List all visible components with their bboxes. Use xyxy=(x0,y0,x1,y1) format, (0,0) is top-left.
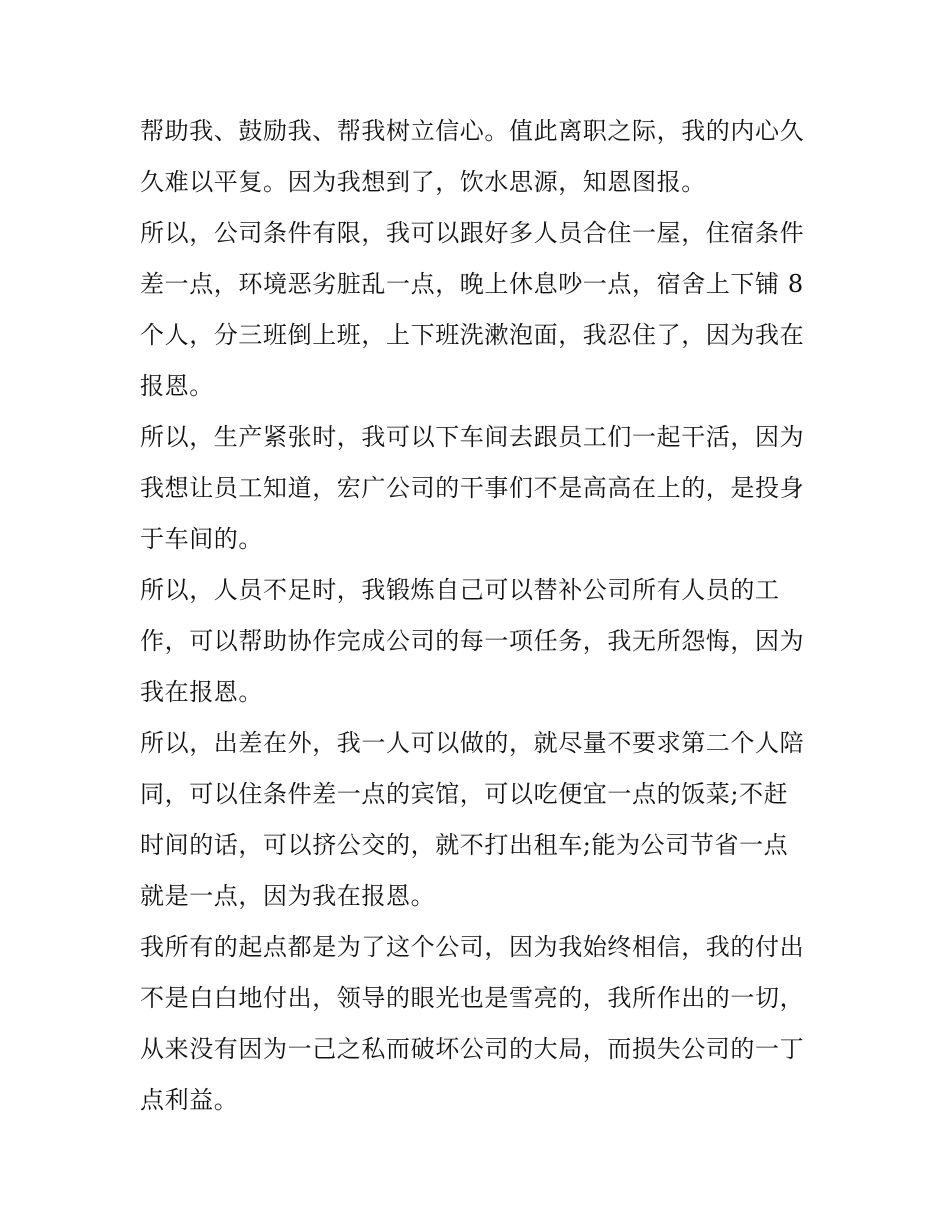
text-line: 所以，公司条件有限，我可以跟好多人员合住一屋，住宿条件 xyxy=(140,219,805,247)
text-line: 久难以平复。因为我想到了，饮水思源，知恩图报。 xyxy=(140,168,706,196)
text-line: 于车间的。 xyxy=(140,525,263,553)
text-line: 所以，生产紧张时，我可以下车间去跟员工们一起干活，因为 xyxy=(140,423,805,451)
text-line: 点利益。 xyxy=(140,1086,239,1114)
text-line: 报恩。 xyxy=(140,372,214,400)
text-line: 所以，出差在外，我一人可以做的，就尽量不要求第二个人陪 xyxy=(140,729,805,757)
text-line: 作，可以帮助协作完成公司的每一项任务，我无所怨悔，因为 xyxy=(140,627,805,655)
text-line: 不是白白地付出，领导的眼光也是雪亮的，我所作出的一切， xyxy=(140,984,805,1012)
text-line: 帮助我、鼓励我、帮我树立信心。值此离职之际，我的内心久 xyxy=(140,117,805,145)
document-body xyxy=(140,106,820,1126)
text-line: 同，可以住条件差一点的宾馆，可以吃便宜一点的饭菜;不赶 xyxy=(140,780,789,808)
text-line: 个人，分三班倒上班，上下班洗漱泡面，我忍住了，因为我在 xyxy=(140,321,805,349)
text-line: 所以，人员不足时，我锻炼自己可以替补公司所有人员的工 xyxy=(140,576,780,604)
text-line: 我在报恩。 xyxy=(140,678,263,706)
text-line: 就是一点，因为我在报恩。 xyxy=(140,882,436,910)
text-line: 我所有的起点都是为了这个公司，因为我始终相信，我的付出 xyxy=(140,933,805,961)
text-line: 差一点，环境恶劣脏乱一点，晚上休息吵一点，宿舍上下铺 8 xyxy=(140,270,804,298)
text-line: 时间的话，可以挤公交的，就不打出租车;能为公司节省一点 xyxy=(140,831,789,859)
text-line: 从来没有因为一己之私而破坏公司的大局，而损失公司的一丁 xyxy=(140,1035,805,1063)
text-line: 我想让员工知道，宏广公司的干事们不是高高在上的，是投身 xyxy=(140,474,805,502)
